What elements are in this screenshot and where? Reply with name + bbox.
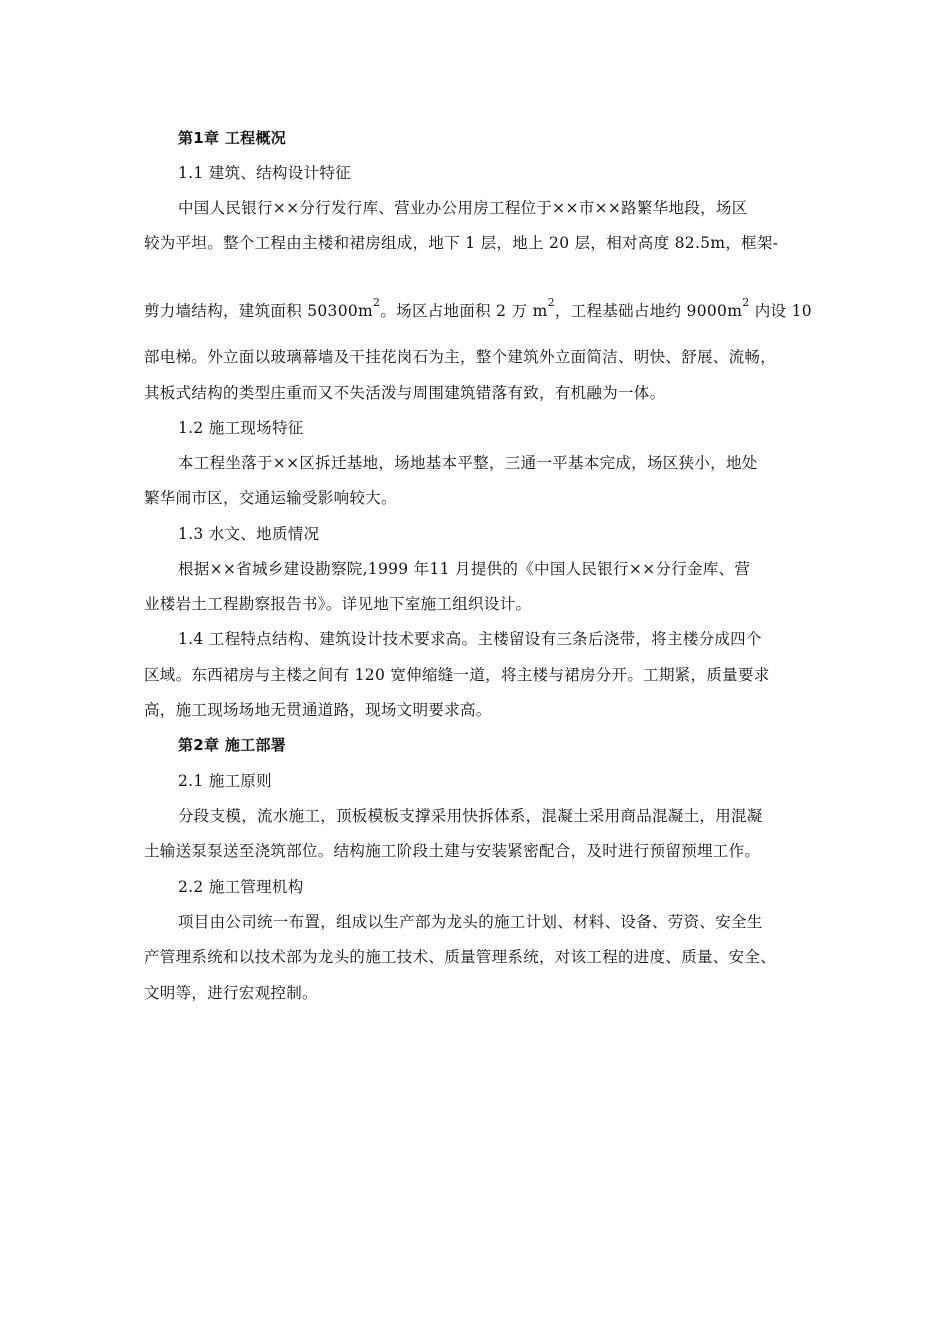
- superscript: 2: [373, 296, 381, 309]
- text-fragment: 。场区占地面积 2 万 m: [380, 302, 548, 320]
- paragraph-line: 根据××省城乡建设勘察院,1999 年11 月提供的《中国人民银行××分行金库、营: [178, 560, 751, 578]
- section-2-1-heading: 2.1 施工原则: [178, 772, 272, 790]
- section-2-2-heading: 2.2 施工管理机构: [178, 878, 304, 896]
- paragraph-line: 1.4 工程特点结构、建筑设计技术要求高。主楼留设有三条后浇带，将主楼分成四个: [178, 630, 762, 648]
- section-1-3-heading: 1.3 水文、地质情况: [178, 525, 320, 543]
- section-1-2-heading: 1.2 施工现场特征: [178, 419, 304, 437]
- text-fragment: ，工程基础占地约 9000m: [554, 302, 743, 320]
- paragraph-line: 部电梯。外立面以玻璃幕墙及干挂花岗石为主，整个建筑外立面简洁、明快、舒展、流畅，: [144, 348, 777, 366]
- paragraph-line: 文明等，进行宏观控制。: [144, 984, 318, 1002]
- paragraph-line: 产管理系统和以技术部为龙头的施工技术、质量管理系统，对该工程的进度、质量、安全、: [144, 948, 777, 966]
- paragraph-line: 其板式结构的类型庄重而又不失活泼与周围建筑错落有致，有机融为一体。: [144, 384, 666, 402]
- paragraph-line-with-superscripts: [144, 296, 812, 321]
- paragraph-line: 高，施工现场场地无贯通道路，现场文明要求高。: [144, 701, 492, 719]
- paragraph-line: 分段支模，流水施工，顶板模板支撑采用快拆体系，混凝土采用商品混凝土，用混凝: [178, 807, 763, 825]
- chapter-2-title: 第2章 施工部署: [178, 736, 287, 754]
- paragraph-line: 中国人民银行××分行发行库、营业办公用房工程位于××市××路繁华地段，场区: [178, 199, 748, 217]
- section-1-1-heading: 1.1 建筑、结构设计特征: [178, 164, 351, 182]
- paragraph-line: 繁华闹市区，交通运输受影响较大。: [144, 489, 397, 507]
- paragraph-line: 业楼岩土工程勘察报告书》。详见地下室施工组织设计。: [144, 595, 532, 613]
- paragraph-line: 本工程坐落于××区拆迁基地，场地基本平整，三通一平基本完成，场区狭小，地处: [178, 454, 758, 472]
- paragraph-line: 土输送泵泵送至浇筑部位。结构施工阶段土建与安装紧密配合，及时进行预留预埋工作。: [144, 842, 761, 860]
- superscript: 2: [742, 296, 750, 309]
- text-fragment: 内设 10: [749, 302, 812, 320]
- paragraph-line: 区域。东西裙房与主楼之间有 120 宽伸缩缝一道，将主楼与裙房分开。工期紧，质量要求: [144, 666, 770, 684]
- paragraph-line: 较为平坦。整个工程由主楼和裙房组成，地下 1 层，地上 20 层，相对高度 82.5m，框架-: [144, 234, 779, 252]
- text-fragment: 剪力墙结构，建筑面积 50300m: [144, 302, 374, 320]
- paragraph-line: 项目由公司统一布置，组成以生产部为龙头的施工计划、材料、设备、劳资、安全生: [178, 913, 763, 931]
- chapter-1-title: 第1章 工程概况: [178, 129, 287, 147]
- superscript: 2: [547, 296, 555, 309]
